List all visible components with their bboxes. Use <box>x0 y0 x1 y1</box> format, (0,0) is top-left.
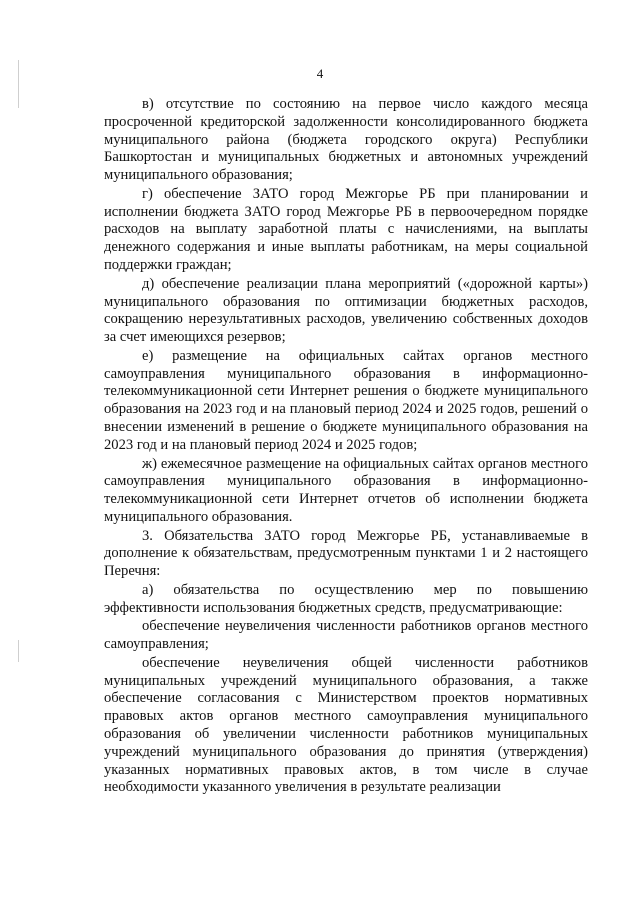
paragraph-d: д) обеспечение реализации плана мероприятий («дорожной карты») муниципального образования по оптимизации бюджетных расходов, сокращению нерезультативных расходов, увеличению собственных доходов за счет имеющихся резервов; <box>104 275 588 346</box>
paragraph-e: е) размещение на официальных сайтах органов местного самоуправления муниципального образования в информационно-телекоммуникационной сети Интернет решения о бюджете муниципального образования на 2023 год и на плановый период 2024 и 2025 годов, решений о внесении изменений в решение о бюджете муниципального образования на 2023 год и на плановый период 2024 и 2025 годов; <box>104 347 588 453</box>
paragraph-zh: ж) ежемесячное размещение на официальных сайтах органов местного самоуправления муниципального образования в информационно-телекоммуникационной сети Интернет отчетов об исполнении бюджета муниципального образования. <box>104 455 588 525</box>
paragraph-a: а) обязательства по осуществлению мер по повышению эффективности использования бюджетных средств, предусматривающие: <box>104 581 588 616</box>
page-number: 4 <box>316 66 324 81</box>
document-body <box>104 96 588 798</box>
paragraph-section-3: 3. Обязательства ЗАТО город Межгорье РБ, устанавливаемые в дополнение к обязательствам, предусмотренным пунктами 1 и 2 настоящего Перечня: <box>104 527 588 580</box>
paragraph-staff-institutions: обеспечение неувеличения общей численности работников муниципальных учреждений муниципального образования, а также обеспечение согласования с Министерством проектов нормативных правовых актов органов местного самоуправления муниципального образования об увеличении численности работников муниципальных учреждений муниципального образования до принятия (утверждения) указанных нормативных правовых актов, в том числе в случае необходимости указанного увеличения в результате реализации <box>104 654 588 796</box>
scan-margin-mark <box>18 640 19 662</box>
paragraph-staff-bodies: обеспечение неувеличения численности работников органов местного самоуправления; <box>104 618 588 653</box>
paragraph-v: в) отсутствие по состоянию на первое число каждого месяца просроченной кредиторской задолженности консолидированного бюджета муниципального района (бюджета городского округа) Республики Башкортостан и муниципальных бюджетных и автономных учреждений муниципального образования; <box>104 96 588 184</box>
paragraph-g: г) обеспечение ЗАТО город Межгорье РБ при планировании и исполнении бюджета ЗАТО город Межгорье РБ в первоочередном порядке расходов на выплату заработной платы с начислениями, на выплаты денежного содержания и иные выплаты работникам, на меры социальной поддержки граждан; <box>104 185 588 274</box>
